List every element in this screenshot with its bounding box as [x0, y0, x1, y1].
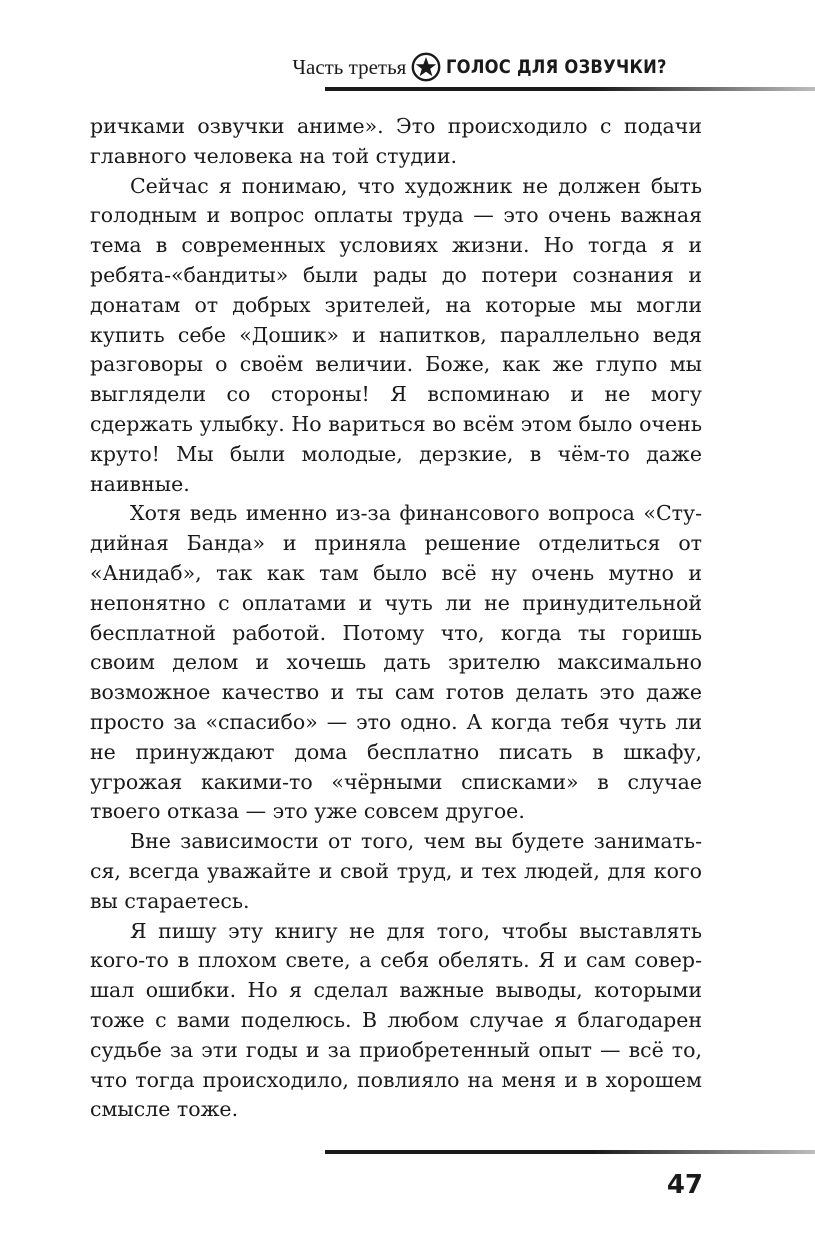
- paragraph: Я пишу эту книгу не для того, чтобы выставлять кого-то в плохом свете, а себя обелять. Я и сам совершал ошибки. Но я сделал важные выводы, которыми тоже с вами поделюсь. В любом случае я благодарен судьбе за эти годы и за приобретенный опыт — всё то, что тогда происходило, повлияло на меня и в хорошем смысле тоже.: [90, 918, 702, 1122]
- header-divider: [325, 87, 815, 91]
- chapter-title: ГОЛОС ДЛЯ ОЗВУЧКИ?: [446, 56, 668, 78]
- paragraph: Сейчас я понимаю, что художник не должен быть голодным и вопрос оплаты труда — это очень важная тема в современных условиях жизни. Но тогда я и ребята-«бандиты» были рады до потери сознания и донатам от добрых зрителей, на которые мы могли купить себе «Дошик» и напитков, параллельно ведя разговоры о своём величии. Боже, как же глупо мы выглядели со стороны! Я вспоминаю и не могу сдержать улыбку. Но вариться во всём этом было очень круто! Мы были молодые, дерзкие, в чём-то даже наивные.: [90, 173, 702, 496]
- star-in-circle-icon: [411, 52, 441, 82]
- footer-divider: [325, 1150, 815, 1154]
- part-label: Часть третья: [292, 54, 407, 79]
- running-header: [292, 50, 703, 84]
- paragraph: Хотя ведь именно из-за финансового вопроса «Студийная Банда» и приняла решение отделиться от «Анидаб», так как там было всё ну очень мутно и непонятно с оплатами и чуть ли не принудительной бесплатной работой. Потому что, когда ты горишь своим делом и хочешь дать зрителю максимально возможное качество и ты сам готов делать это даже просто за «спасибо» — это одно. А когда тебя чуть ли не принуждают дома бесплатно писать в шкафу, угрожая какими-то «чёрными списками» в случае твоего отказа — это уже совсем другое.: [90, 501, 702, 824]
- body-text: [90, 112, 702, 1125]
- paragraph: ричками озвучки аниме». Это происходило с подачи главного человека на той студии.: [90, 114, 702, 168]
- page-number: 47: [666, 1170, 703, 1200]
- paragraph: Вне зависимости от того, чем вы будете заниматься, всегда уважайте и свой труд, и тех людей, для кого вы стараетесь.: [90, 829, 702, 913]
